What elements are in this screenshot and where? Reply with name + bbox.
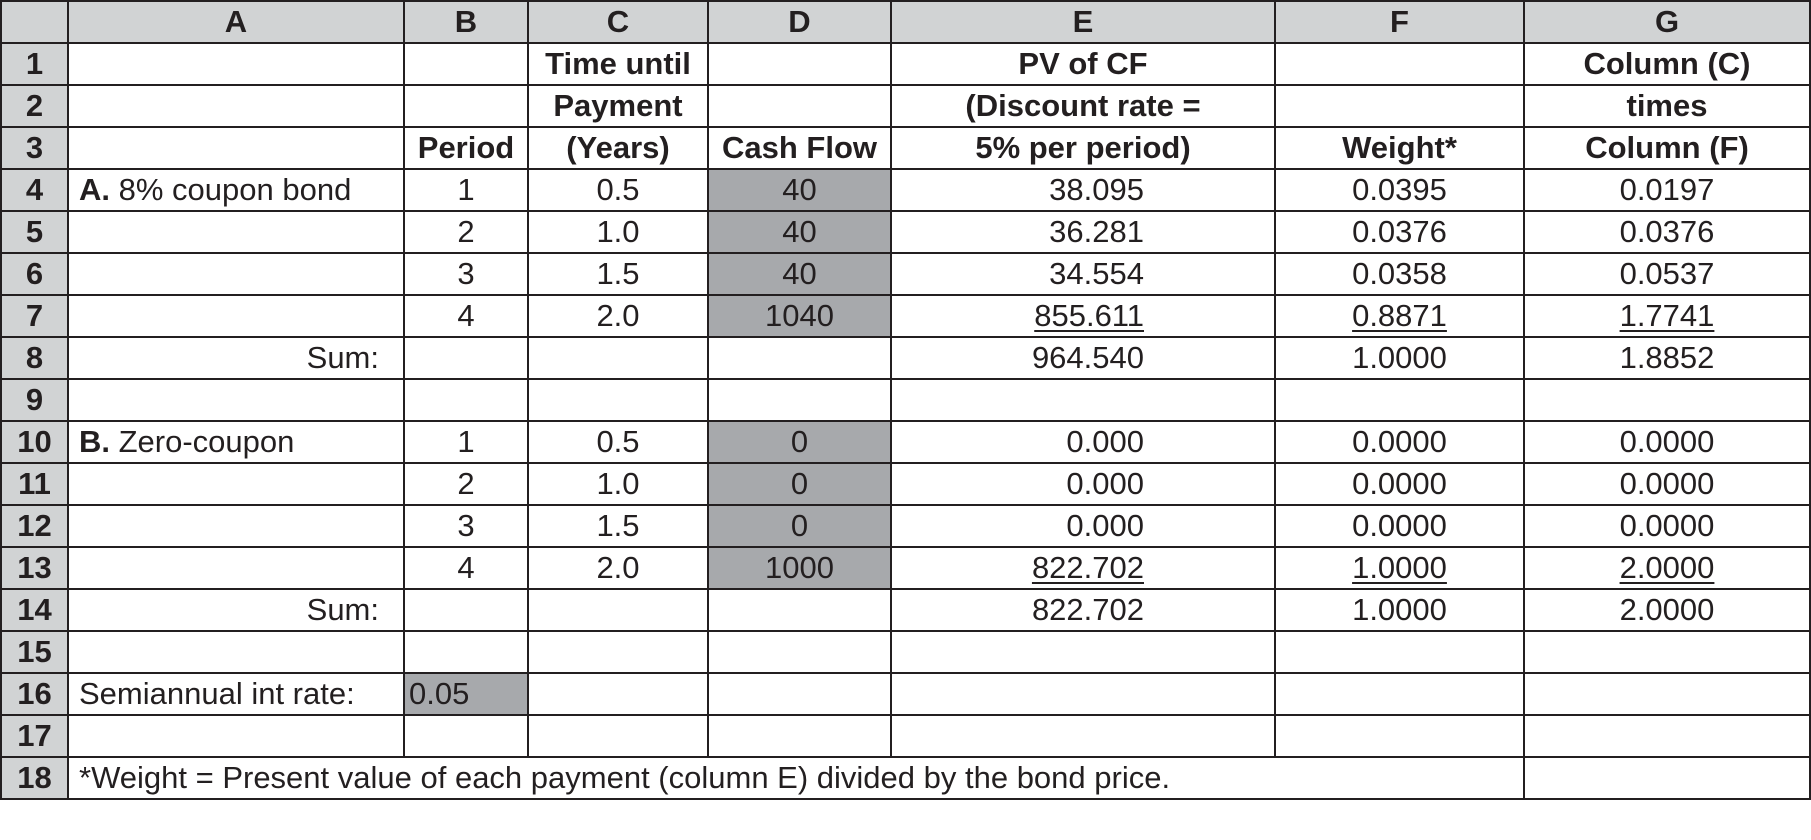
- cell-f1[interactable]: [1275, 43, 1524, 85]
- sheet-row: [1, 295, 1810, 337]
- cell-d17[interactable]: [708, 715, 891, 757]
- cell-d8[interactable]: [708, 337, 891, 379]
- cell-g7[interactable]: [1524, 295, 1810, 337]
- cell-f5[interactable]: 0.0376: [1275, 211, 1524, 253]
- cell-b7[interactable]: 4: [404, 295, 528, 337]
- cell-g9[interactable]: [1524, 379, 1810, 421]
- row-header[interactable]: 9: [1, 379, 68, 421]
- cell-g4[interactable]: 0.0197: [1524, 169, 1810, 211]
- section-b-letter: B.: [79, 424, 110, 459]
- cell-g10[interactable]: 0.0000: [1524, 421, 1810, 463]
- cell-d11[interactable]: 0: [708, 463, 891, 505]
- cell-f9[interactable]: [1275, 379, 1524, 421]
- cell-c8[interactable]: [528, 337, 708, 379]
- cell-b2[interactable]: [404, 85, 528, 127]
- cell-f13[interactable]: [1275, 547, 1524, 589]
- sheet-row: [1, 127, 1810, 169]
- underlined-value: 1.0000: [1352, 550, 1447, 585]
- cell-d5[interactable]: 40: [708, 211, 891, 253]
- cell-c12[interactable]: 1.5: [528, 505, 708, 547]
- cell-f14[interactable]: 1.0000: [1275, 589, 1524, 631]
- cell-c5[interactable]: 1.0: [528, 211, 708, 253]
- row-header[interactable]: 7: [1, 295, 68, 337]
- cell-a15[interactable]: [68, 631, 404, 673]
- select-all-corner[interactable]: [1, 1, 68, 43]
- cell-e15[interactable]: [891, 631, 1275, 673]
- underlined-value: 1.7741: [1619, 298, 1715, 333]
- column-header-c[interactable]: C: [528, 1, 708, 43]
- cell-b4[interactable]: 1: [404, 169, 528, 211]
- sheet-row: [1, 337, 1810, 379]
- sheet-row: [1, 253, 1810, 295]
- cell-b10[interactable]: 1: [404, 421, 528, 463]
- cell-b1[interactable]: [404, 43, 528, 85]
- cell-e17[interactable]: [891, 715, 1275, 757]
- row-header[interactable]: 12: [1, 505, 68, 547]
- cell-e11[interactable]: 0.000: [891, 463, 1275, 505]
- cell-b12[interactable]: 3: [404, 505, 528, 547]
- cell-a8[interactable]: Sum:: [68, 337, 404, 379]
- cell-e7[interactable]: [891, 295, 1275, 337]
- column-header-row: [1, 1, 1810, 43]
- cell-g6[interactable]: 0.0537: [1524, 253, 1810, 295]
- cell-b14[interactable]: [404, 589, 528, 631]
- cell-f3[interactable]: Weight*: [1275, 127, 1524, 169]
- cell-a9[interactable]: [68, 379, 404, 421]
- cell-b17[interactable]: [404, 715, 528, 757]
- sheet-row: [1, 631, 1810, 673]
- cell-g14[interactable]: 2.0000: [1524, 589, 1810, 631]
- sheet-row: [1, 757, 1810, 799]
- cell-g5[interactable]: 0.0376: [1524, 211, 1810, 253]
- sheet-row: [1, 547, 1810, 589]
- sheet-row: [1, 505, 1810, 547]
- row-header[interactable]: 11: [1, 463, 68, 505]
- cell-d16[interactable]: [708, 673, 891, 715]
- cell-e3[interactable]: 5% per period): [891, 127, 1275, 169]
- column-header-b[interactable]: B: [404, 1, 528, 43]
- cell-c11[interactable]: 1.0: [528, 463, 708, 505]
- row-header[interactable]: 16: [1, 673, 68, 715]
- cell-g3[interactable]: Column (F): [1524, 127, 1810, 169]
- cell-a6[interactable]: [68, 253, 404, 295]
- cell-a5[interactable]: [68, 211, 404, 253]
- cell-c14[interactable]: [528, 589, 708, 631]
- row-header[interactable]: 15: [1, 631, 68, 673]
- cell-e9[interactable]: [891, 379, 1275, 421]
- cell-b15[interactable]: [404, 631, 528, 673]
- cell-a16[interactable]: Semiannual int rate:: [68, 673, 404, 715]
- cell-d14[interactable]: [708, 589, 891, 631]
- sheet-row: [1, 169, 1810, 211]
- sheet-row: [1, 463, 1810, 505]
- cell-f8[interactable]: 1.0000: [1275, 337, 1524, 379]
- cell-e8[interactable]: 964.540: [891, 337, 1275, 379]
- cell-g17[interactable]: [1524, 715, 1810, 757]
- cell-a4[interactable]: [68, 169, 404, 211]
- cell-d13[interactable]: 1000: [708, 547, 891, 589]
- cell-a7[interactable]: [68, 295, 404, 337]
- section-b-title: Zero-coupon: [110, 424, 295, 459]
- cell-d9[interactable]: [708, 379, 891, 421]
- sheet-row: [1, 211, 1810, 253]
- row-header[interactable]: 10: [1, 421, 68, 463]
- cell-e10[interactable]: 0.000: [891, 421, 1275, 463]
- row-header[interactable]: 3: [1, 127, 68, 169]
- cell-e6[interactable]: 34.554: [891, 253, 1275, 295]
- cell-c17[interactable]: [528, 715, 708, 757]
- cell-a14[interactable]: Sum:: [68, 589, 404, 631]
- cell-b9[interactable]: [404, 379, 528, 421]
- cell-c16[interactable]: [528, 673, 708, 715]
- column-header-f[interactable]: F: [1275, 1, 1524, 43]
- cell-c4[interactable]: 0.5: [528, 169, 708, 211]
- cell-g8[interactable]: 1.8852: [1524, 337, 1810, 379]
- cell-d6[interactable]: 40: [708, 253, 891, 295]
- cell-a1[interactable]: [68, 43, 404, 85]
- cell-b3[interactable]: Period: [404, 127, 528, 169]
- cell-c3[interactable]: (Years): [528, 127, 708, 169]
- row-header[interactable]: 17: [1, 715, 68, 757]
- column-header-d[interactable]: D: [708, 1, 891, 43]
- cell-f11[interactable]: 0.0000: [1275, 463, 1524, 505]
- footnote-cell[interactable]: *Weight = Present value of each payment (column E) divided by the bond price.: [68, 757, 1524, 799]
- cell-f4[interactable]: 0.0395: [1275, 169, 1524, 211]
- cell-e2[interactable]: (Discount rate =: [891, 85, 1275, 127]
- cell-f15[interactable]: [1275, 631, 1524, 673]
- row-header[interactable]: 13: [1, 547, 68, 589]
- underlined-value: 0.8871: [1352, 298, 1447, 333]
- row-header[interactable]: 8: [1, 337, 68, 379]
- cell-d2[interactable]: [708, 85, 891, 127]
- cell-f16[interactable]: [1275, 673, 1524, 715]
- cell-b6[interactable]: 3: [404, 253, 528, 295]
- underlined-value: 822.702: [1031, 550, 1144, 585]
- row-header[interactable]: 2: [1, 85, 68, 127]
- sheet-row: [1, 589, 1810, 631]
- sheet-row: [1, 715, 1810, 757]
- cell-c13[interactable]: 2.0: [528, 547, 708, 589]
- row-header[interactable]: 5: [1, 211, 68, 253]
- cell-g2[interactable]: times: [1524, 85, 1810, 127]
- cell-f12[interactable]: 0.0000: [1275, 505, 1524, 547]
- row-header[interactable]: 1: [1, 43, 68, 85]
- cell-a13[interactable]: [68, 547, 404, 589]
- cell-a12[interactable]: [68, 505, 404, 547]
- cell-g12[interactable]: 0.0000: [1524, 505, 1810, 547]
- cell-d4[interactable]: 40: [708, 169, 891, 211]
- cell-d3[interactable]: Cash Flow: [708, 127, 891, 169]
- sheet-row: [1, 379, 1810, 421]
- cell-g11[interactable]: 0.0000: [1524, 463, 1810, 505]
- cell-b11[interactable]: 2: [404, 463, 528, 505]
- column-header-e[interactable]: E: [891, 1, 1275, 43]
- cell-a10[interactable]: [68, 421, 404, 463]
- cell-g13[interactable]: [1524, 547, 1810, 589]
- cell-g16[interactable]: [1524, 673, 1810, 715]
- cell-d12[interactable]: 0: [708, 505, 891, 547]
- cell-e13[interactable]: [891, 547, 1275, 589]
- column-header-a[interactable]: A: [68, 1, 404, 43]
- cell-c15[interactable]: [528, 631, 708, 673]
- sheet-row: [1, 85, 1810, 127]
- cell-e14[interactable]: 822.702: [891, 589, 1275, 631]
- cell-a3[interactable]: [68, 127, 404, 169]
- row-header[interactable]: 4: [1, 169, 68, 211]
- cell-c2[interactable]: Payment: [528, 85, 708, 127]
- row-header[interactable]: 14: [1, 589, 68, 631]
- cell-f10[interactable]: 0.0000: [1275, 421, 1524, 463]
- cell-d1[interactable]: [708, 43, 891, 85]
- cell-g15[interactable]: [1524, 631, 1810, 673]
- cell-f2[interactable]: [1275, 85, 1524, 127]
- cell-c9[interactable]: [528, 379, 708, 421]
- sheet-row: [1, 673, 1810, 715]
- underlined-value: 2.0000: [1619, 550, 1715, 585]
- cell-f7[interactable]: [1275, 295, 1524, 337]
- cell-e12[interactable]: 0.000: [891, 505, 1275, 547]
- cell-e4[interactable]: 38.095: [891, 169, 1275, 211]
- column-header-g[interactable]: G: [1524, 1, 1810, 43]
- cell-d15[interactable]: [708, 631, 891, 673]
- cell-e5[interactable]: 36.281: [891, 211, 1275, 253]
- cell-c7[interactable]: 2.0: [528, 295, 708, 337]
- cell-g1[interactable]: Column (C): [1524, 43, 1810, 85]
- cell-a2[interactable]: [68, 85, 404, 127]
- cell-c10[interactable]: 0.5: [528, 421, 708, 463]
- sheet-row: [1, 43, 1810, 85]
- cell-c1[interactable]: Time until: [528, 43, 708, 85]
- cell-a17[interactable]: [68, 715, 404, 757]
- cell-f17[interactable]: [1275, 715, 1524, 757]
- cell-e16[interactable]: [891, 673, 1275, 715]
- cell-a11[interactable]: [68, 463, 404, 505]
- cell-d10[interactable]: 0: [708, 421, 891, 463]
- cell-e1[interactable]: PV of CF: [891, 43, 1275, 85]
- cell-b5[interactable]: 2: [404, 211, 528, 253]
- cell-g18[interactable]: [1524, 757, 1810, 799]
- sheet-row: [1, 421, 1810, 463]
- section-a-letter: A.: [79, 172, 110, 207]
- row-header[interactable]: 6: [1, 253, 68, 295]
- underlined-value: 855.611: [1034, 298, 1144, 333]
- cell-f6[interactable]: 0.0358: [1275, 253, 1524, 295]
- row-header[interactable]: 18: [1, 757, 68, 799]
- cell-b16[interactable]: 0.05: [404, 673, 528, 715]
- cell-b13[interactable]: 4: [404, 547, 528, 589]
- cell-b8[interactable]: [404, 337, 528, 379]
- section-a-title: 8% coupon bond: [110, 172, 352, 207]
- cell-c6[interactable]: 1.5: [528, 253, 708, 295]
- cell-d7[interactable]: 1040: [708, 295, 891, 337]
